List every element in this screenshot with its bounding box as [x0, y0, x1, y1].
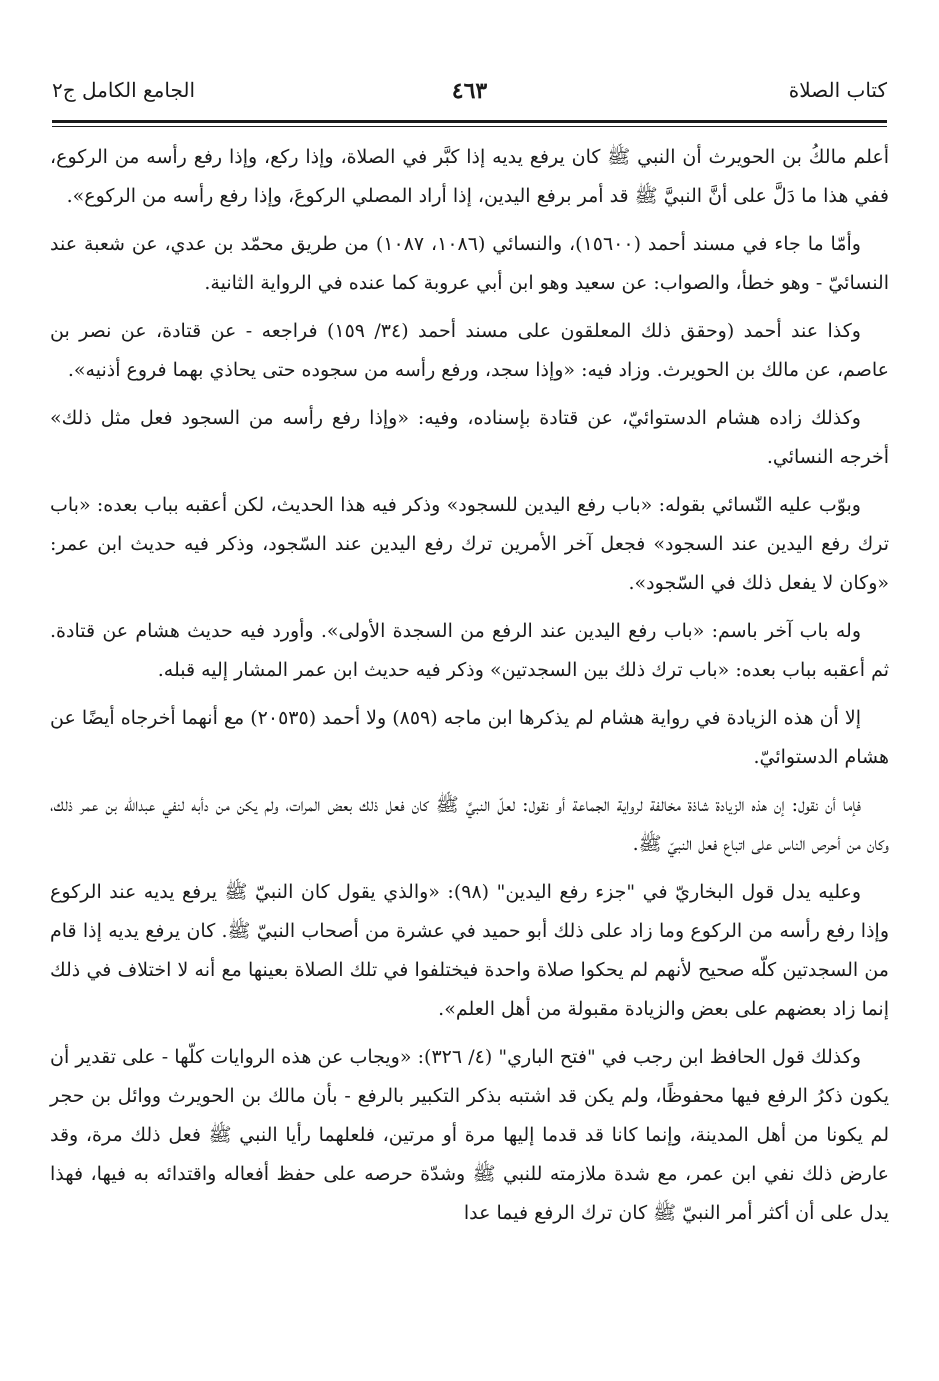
paragraph: أعلم مالكُ بن الحويرث أن النبي ﷺ كان يرفع يديه إذا كبَّر في الصلاة، وإذا ركع، وإذا رفع رأسه من الركوع، ففي هذا ما دَلَّ على أنَّ النبيَّ ﷺ قد أمر برفع اليدين، إذا أراد المصلي الركوعَ، وإذا رفع رأسه من الركوع».: [50, 146, 889, 207]
paragraph: فإما أن نقول: إن هذه الزيادة شاذة مخالفة لرواية الجماعة أو نقول: لعلّ النبيَّ ﷺ كان فعل ذلك بعض المرات، ولم يكن من دأبه لنفي عبدالله بن عمر ذلك، وكان من أحرص الناس على اتباع فعل النبيّ ﷺ.: [50, 794, 889, 855]
paragraph: وعليه يدل قول البخاريّ في "جزء رفع اليدين" (٩٨): «والذي يقول كان النبيّ ﷺ يرفع يديه عند الركوع وإذا رفع رأسه من الركوع وما زاد على ذلك أبو حميد في عشرة من أصحاب النبيّ ﷺ. كان يرفع يديه إذا قام من السجدتين كلّه صحيح لأنهم لم يحكوا صلاة واحدة فيختلفوا في تلك الصلاة بعينها مع أنه لا اختلاف في ذلك إنما زاد بعضهم على بعض والزيادة مقبولة من أهل العلم».: [50, 881, 889, 1020]
paragraph: وكذلك زاده هشام الدستوائيّ، عن قتادة بإسناده، وفيه: «وإذا رفع رأسه من السجود فعل مثل ذلك» أخرجه النسائي.: [50, 407, 889, 468]
paragraph: وأمّا ما جاء في مسند أحمد (١٥٦٠٠)، والنسائي (١٠٨٦، ١٠٨٧) من طريق محمّد بن عدي، عن شعبة عند النسائيّ - وهو خطأ، والصواب: عن سعيد وهو ابن أبي عروبة كما عنده في الرواية الثانية.: [50, 233, 889, 294]
book-title: الجامع الكامل ج٢: [52, 78, 196, 102]
paragraph: وبوّب عليه النّسائي بقوله: «باب رفع اليدين للسجود» وذكر فيه هذا الحديث، لكن أعقبه بباب بعده: «باب ترك رفع اليدين عند السجود» فجعل آخر الأمرين ترك رفع اليدين عند السّجود، وذكر فيه حديث ابن عمر: «وكان لا يفعل ذلك في السّجود».: [50, 494, 889, 594]
paragraph: إلا أن هذه الزيادة في رواية هشام لم يذكرها ابن ماجه (٨٥٩) ولا أحمد (٢٠٥٣٥) مع أنهما أخرجاه أيضًا عن هشام الدستوائيّ.: [50, 707, 889, 768]
page-number: ٤٦٣: [451, 78, 488, 104]
paragraph: وكذا عند أحمد (وحقق ذلك المعلقون على مسند أحمد (٣٤/ ١٥٩) فراجعه - عن قتادة، عن نصر بن عاصم، عن مالك بن الحويرث. وزاد فيه: «وإذا سجد، ورفع رأسه من سجوده حتى يحاذي بهما فروع أذنيه».: [50, 320, 889, 381]
body-text: [50, 138, 889, 1242]
paragraph: وله باب آخر باسم: «باب رفع اليدين عند الرفع من السجدة الأولى». وأورد فيه حديث هشام عن قتادة. ثم أعقبه بباب بعده: «باب ترك ذلك بين السجدتين» وذكر فيه حديث ابن عمر المشار إليه قبله.: [50, 620, 889, 681]
running-head: [52, 78, 887, 112]
header-rule-thin: [52, 126, 887, 127]
paragraph: وكذلك قول الحافظ ابن رجب في "فتح الباري" (٤/ ٣٢٦): «ويجاب عن هذه الروايات كلّها - على تقدير أن يكون ذكرُ الرفع فيها محفوظًا، ولم يكن قد اشتبه بذكر التكبير بالرفع - بأن مالك بن الحويرث ووائل بن حجر لم يكونا من أهل المدينة، وإنما كانا قد قدما إليها مرة أو مرتين، فلعلهما رأيا النبي ﷺ فعل ذلك مرة، وقد عارض ذلك نفي ابن عمر، مع شدة ملازمته للنبي ﷺ وشدّة حرصه على حفظ أفعاله واقتدائه به فيها، فهذا يدل على أن أكثر أمر النبيّ ﷺ كان ترك الرفع فيما عدا: [50, 1046, 889, 1224]
header-rule-thick: [52, 120, 887, 123]
chapter-title: كتاب الصلاة: [788, 78, 887, 102]
